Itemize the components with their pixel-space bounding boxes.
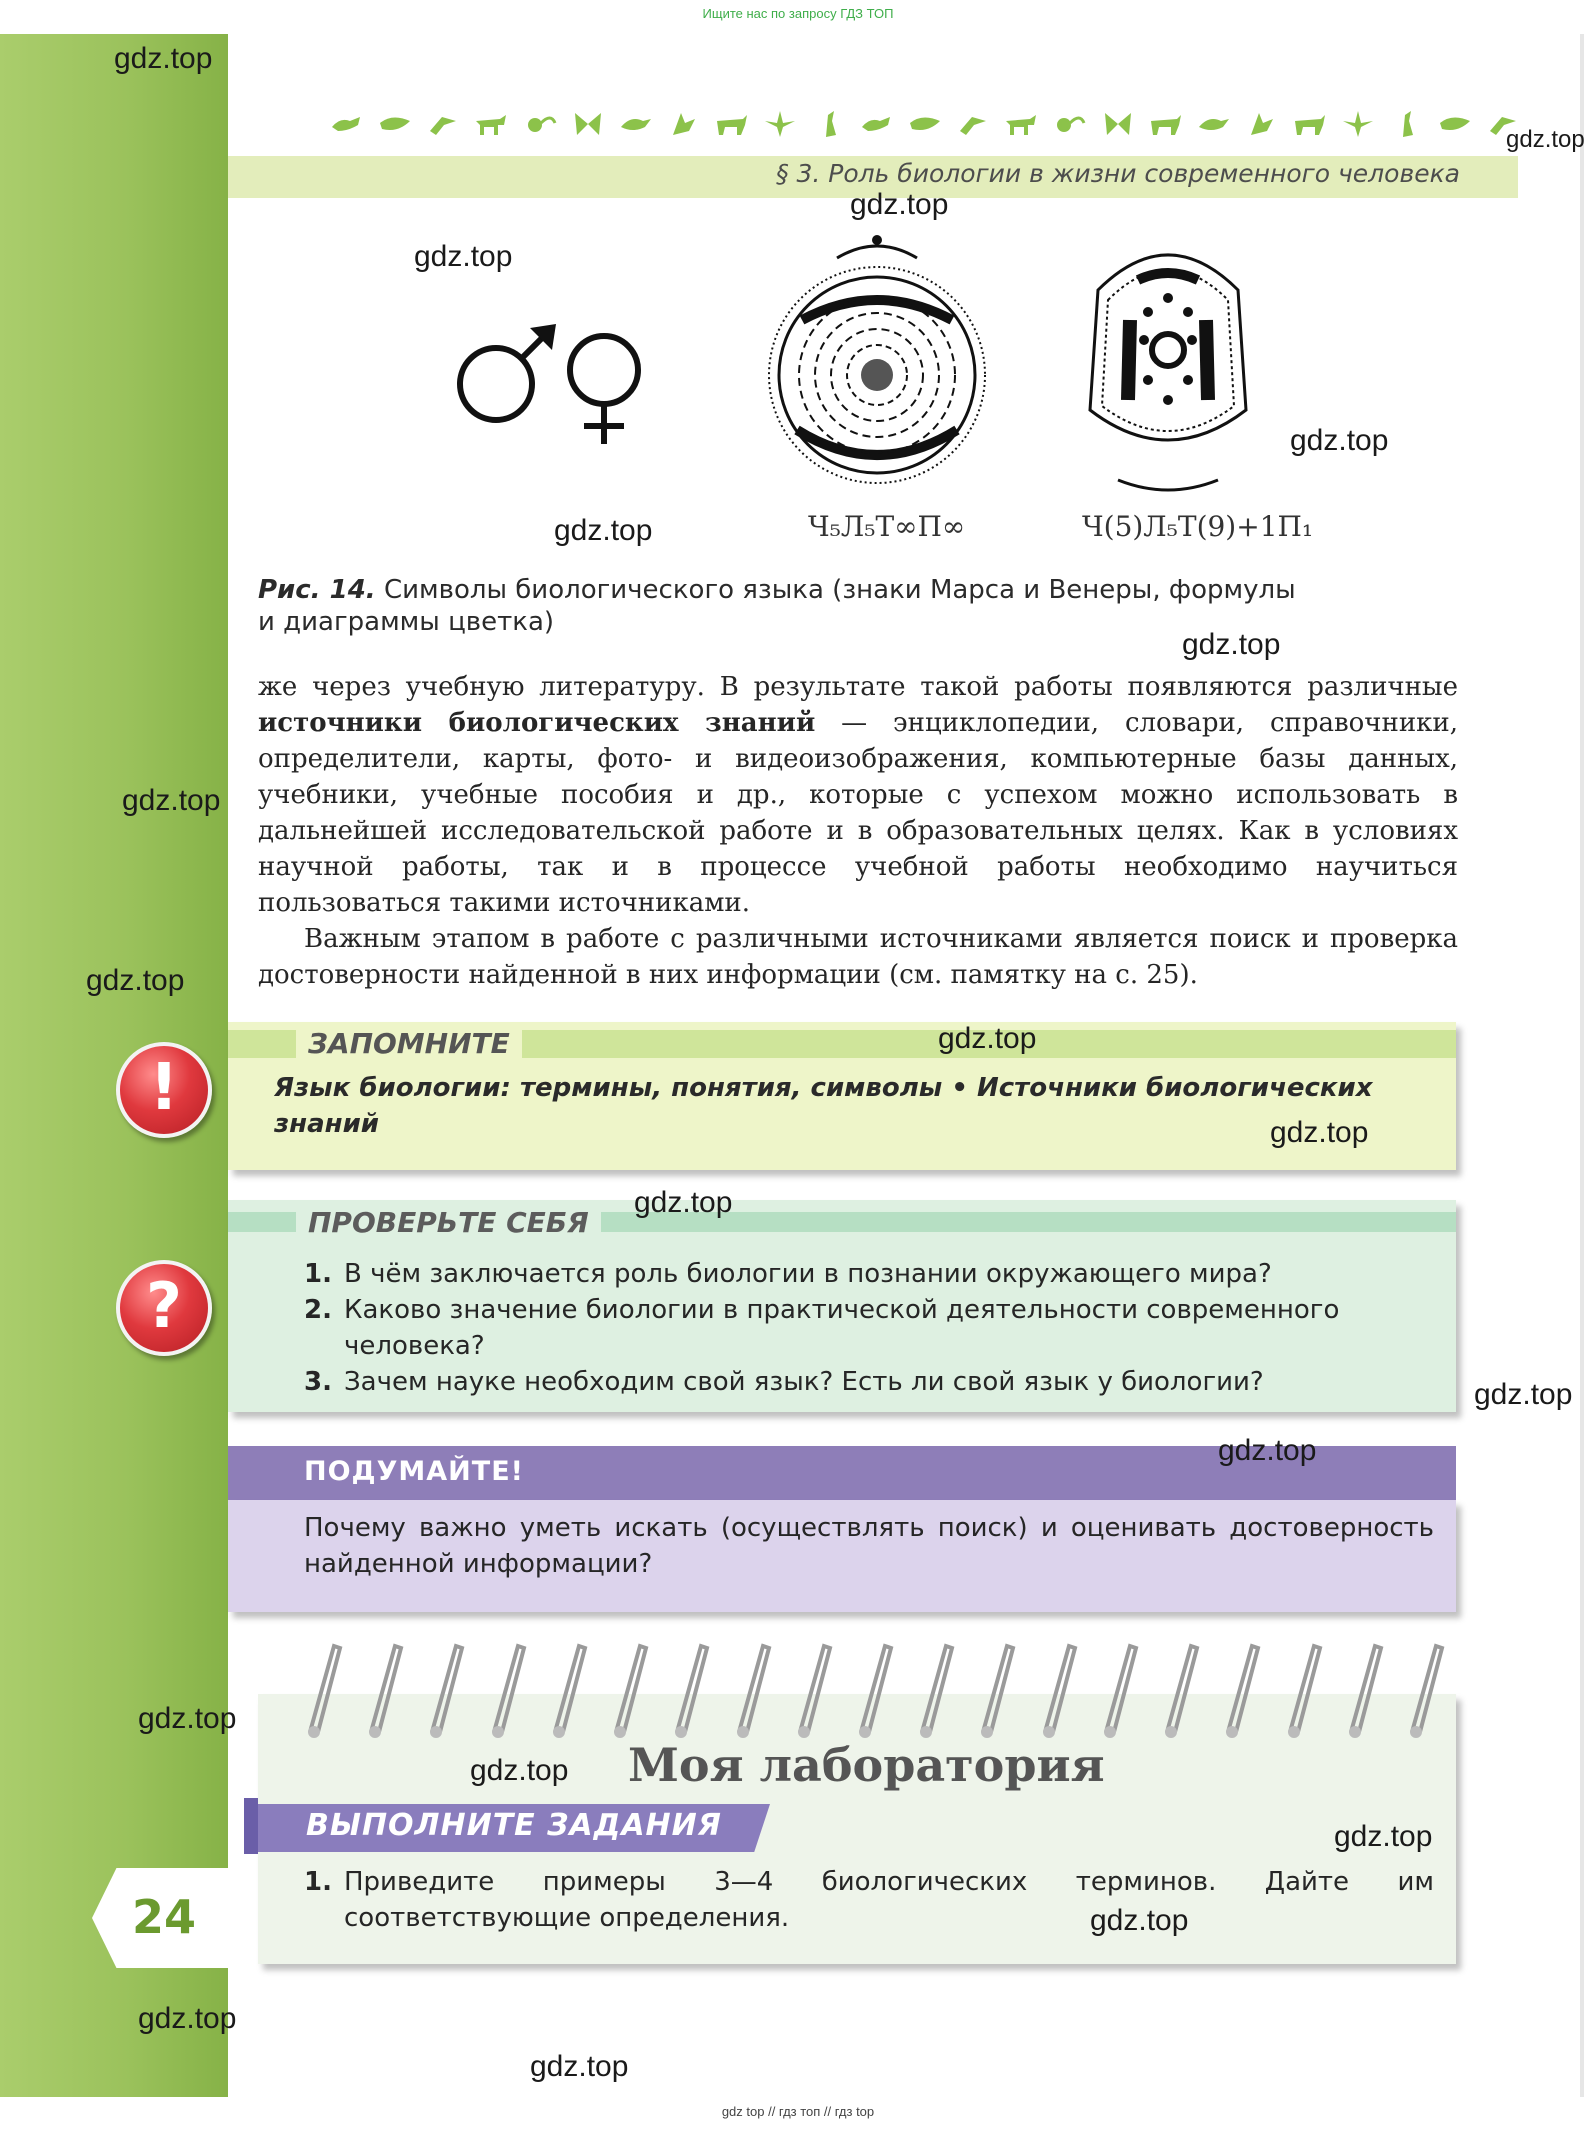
lab-tab-accent xyxy=(244,1798,258,1854)
watermark: gdz.top xyxy=(1474,1378,1573,1411)
think-text: Почему важно уметь искать (осуществлять поиск) и оценивать достоверность найденной информации? xyxy=(304,1513,1434,1579)
page-number: 24 xyxy=(132,1890,197,1944)
item-text: В чём заключается роль биологии в познании окружающего мира? xyxy=(344,1259,1272,1289)
animal-silhouette-icon xyxy=(812,109,846,139)
spiral-ring-icon xyxy=(361,1640,409,1740)
list-item xyxy=(304,1292,1434,1364)
item-number: 1. xyxy=(304,1867,332,1897)
watermark: gdz.top xyxy=(1090,1904,1189,1937)
item-number: 1. xyxy=(304,1259,332,1289)
flower-diagram-radial xyxy=(762,230,992,490)
paragraph-text: — энциклопедии, словари, справочники, определители, карты, фото- и видеоизображения, компьютерные базы данных, учебники, учебные пособия и др., которые с успехом можно использовать в дальнейшей исследовательской работе и в образовательных целях. Как в условиях научной работы, так и в процессе учебной работы необходимо научиться пользоваться такими источниками. xyxy=(258,708,1458,918)
spiral-ring-icon xyxy=(851,1640,899,1740)
spiral-ring-icon xyxy=(1280,1640,1328,1740)
watermark: gdz.top xyxy=(1506,126,1585,153)
animal-silhouette-icon xyxy=(1004,109,1038,139)
animal-silhouette-icon xyxy=(1149,109,1183,139)
watermark: gdz.top xyxy=(554,514,653,547)
page-edge xyxy=(1580,34,1584,2097)
item-text: Каково значение биологии в практической деятельности современного человека? xyxy=(344,1295,1340,1361)
animal-silhouette-icon xyxy=(330,109,364,139)
animal-silhouette-icon xyxy=(619,109,653,139)
spiral-ring-icon xyxy=(422,1640,470,1740)
spiral-ring-icon xyxy=(1096,1640,1144,1740)
figure-caption xyxy=(258,574,1318,638)
spiral-ring-icon xyxy=(973,1640,1021,1740)
item-number: 3. xyxy=(304,1367,332,1397)
think-label: ПОДУМАЙТЕ! xyxy=(304,1456,524,1487)
caption-text: Символы биологического языка (знаки Марса и Венеры, формулы и диаграммы цветка) xyxy=(258,575,1296,637)
bold-term: источники биологических знаний xyxy=(258,708,816,738)
list-item xyxy=(304,1256,1434,1292)
animal-silhouette-icon xyxy=(667,109,701,139)
spiral-ring-icon xyxy=(1402,1640,1450,1740)
remember-text: Язык биологии: термины, понятия, символы • Источники биологических знаний xyxy=(274,1073,1373,1139)
animal-silhouette-icon xyxy=(1438,109,1472,139)
animal-silhouette-icon xyxy=(715,109,749,139)
top-note: Ищите нас по запросу ГДЗ ТОП xyxy=(702,6,894,21)
spiral-ring-icon xyxy=(790,1640,838,1740)
watermark: gdz.top xyxy=(114,42,213,75)
animal-silhouette-icon xyxy=(378,109,412,139)
spiral-ring-icon xyxy=(1218,1640,1266,1740)
spiral-ring-icon xyxy=(729,1640,777,1740)
lab-task xyxy=(304,1864,1434,1936)
remember-label: ЗАПОМНИТЕ xyxy=(296,1026,522,1062)
animal-silhouette-icon xyxy=(523,109,557,139)
watermark: gdz.top xyxy=(86,964,185,997)
watermark: gdz.top xyxy=(138,1702,237,1735)
watermark: gdz.top xyxy=(634,1186,733,1219)
animal-silhouette-icon xyxy=(1341,109,1375,139)
spiral-ring-icon xyxy=(484,1640,532,1740)
spiral-ring-icon xyxy=(1157,1640,1205,1740)
animal-silhouette-icon xyxy=(763,109,797,139)
item-number: 2. xyxy=(304,1295,332,1325)
lab-tab-label: ВЫПОЛНИТЕ ЗАДАНИЯ xyxy=(306,1808,722,1843)
animal-silhouette-icon xyxy=(1197,109,1231,139)
question-icon: ? xyxy=(116,1260,212,1356)
flower-diagram-bilateral xyxy=(1068,230,1268,510)
watermark: gdz.top xyxy=(1182,628,1281,661)
paragraph: Важным этапом в работе с различными источниками является поиск и проверка достоверности найденной в них информации (см. памятку на с. 25). xyxy=(258,924,1458,990)
watermark: gdz.top xyxy=(1218,1434,1317,1467)
item-text: Зачем науке необходим свой язык? Есть ли свой язык у биологии? xyxy=(344,1367,1264,1397)
spiral-ring-icon xyxy=(300,1640,348,1740)
flower-formula-2: Ч(5)Л₅Т(9)+1П₁ xyxy=(1082,510,1314,543)
paragraph-text: же через учебную литературу. В результате такой работы появляются различные xyxy=(258,672,1458,702)
animal-silhouette-icon xyxy=(860,109,894,139)
animal-silhouette-icon xyxy=(956,109,990,139)
lab-title: Моя лаборатория xyxy=(628,1738,1105,1792)
notebook-spiral xyxy=(300,1640,1450,1740)
animal-silhouette-icon xyxy=(1052,109,1086,139)
watermark: gdz.top xyxy=(122,784,221,817)
animal-silhouette-icon xyxy=(1245,109,1279,139)
check-questions-list xyxy=(304,1256,1434,1400)
mars-venus-symbols xyxy=(448,318,648,458)
flower-formula-1: Ч₅Л₅Т∞П∞ xyxy=(808,510,966,543)
section-title: § 3. Роль биологии в жизни современного человека xyxy=(776,159,1460,188)
watermark: gdz.top xyxy=(938,1022,1037,1055)
spiral-ring-icon xyxy=(912,1640,960,1740)
watermark: gdz.top xyxy=(1270,1116,1369,1149)
watermark: gdz.top xyxy=(530,2050,629,2083)
spiral-ring-icon xyxy=(667,1640,715,1740)
animal-silhouette-icon xyxy=(571,109,605,139)
spiral-ring-icon xyxy=(1341,1640,1389,1740)
body-text xyxy=(258,669,1458,993)
watermark: gdz.top xyxy=(414,240,513,273)
exclamation-icon: ! xyxy=(116,1042,212,1138)
watermark: gdz.top xyxy=(138,2002,237,2035)
watermark: gdz.top xyxy=(470,1754,569,1787)
animal-frieze xyxy=(330,104,1520,144)
item-text: Приведите примеры 3—4 биологических терминов. Дайте им соответствующие определения. xyxy=(344,1867,1434,1933)
spiral-ring-icon xyxy=(606,1640,654,1740)
check-yourself-label: ПРОВЕРЬТЕ СЕБЯ xyxy=(296,1205,601,1241)
spiral-ring-icon xyxy=(545,1640,593,1740)
animal-silhouette-icon xyxy=(908,109,942,139)
list-item xyxy=(304,1864,1434,1936)
watermark: gdz.top xyxy=(1334,1820,1433,1853)
bottom-note: gdz top // гдз топ // гдз top xyxy=(721,2104,875,2119)
spiral-ring-icon xyxy=(1035,1640,1083,1740)
animal-silhouette-icon xyxy=(426,109,460,139)
watermark: gdz.top xyxy=(850,188,949,221)
caption-label: Рис. 14. xyxy=(258,575,376,605)
animal-silhouette-icon xyxy=(1389,109,1423,139)
watermark: gdz.top xyxy=(1290,424,1389,457)
animal-silhouette-icon xyxy=(474,109,508,139)
paragraph xyxy=(258,669,1458,921)
animal-silhouette-icon xyxy=(1293,109,1327,139)
list-item xyxy=(304,1364,1434,1400)
animal-silhouette-icon xyxy=(1101,109,1135,139)
